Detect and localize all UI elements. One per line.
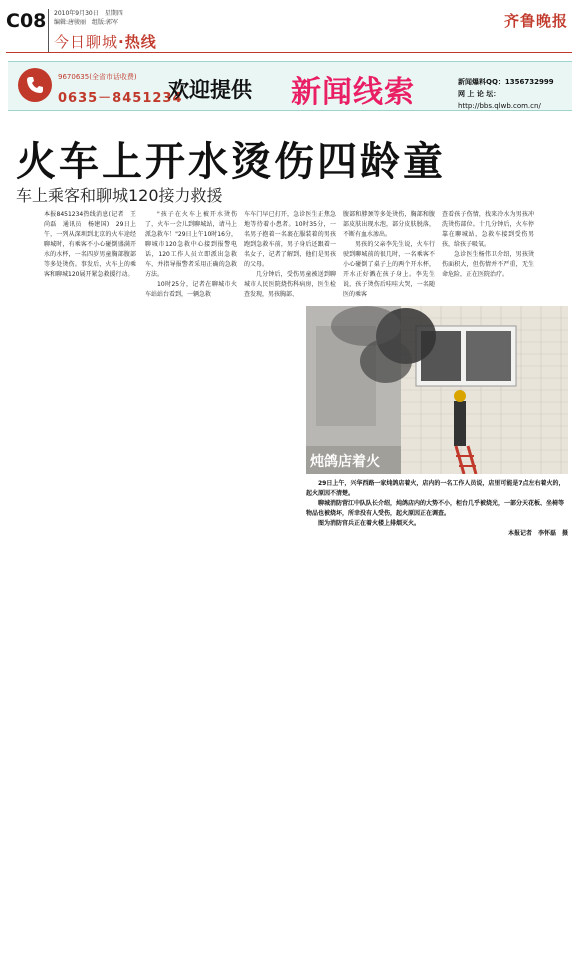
column-paragraph: 车车门早已打开，急诊医生正焦急地等待着小患者。10时35分，一名男子抱着一名裹在服装着的男孩跑到急救车前，男子身后还跟着一名女子，记者了解到，他们是男孩的父母。 <box>244 211 336 268</box>
forum-link[interactable]: http://bbs.qlwb.com.cn/ <box>458 102 541 110</box>
article-headline: 火车上开水烫伤四龄童 <box>16 139 446 185</box>
hotline-banner <box>8 61 572 111</box>
photo-title: 炖鸽店着火 <box>310 454 380 470</box>
article-subheadline: 车上乘客和聊城120接力救援 <box>16 186 223 205</box>
section-sub: ·热线 <box>118 33 157 51</box>
caption-paragraph: 图为消防官兵正在着火楼上排烟灭火。 <box>318 520 421 527</box>
editors-line: 编辑:唐骏丽 组版:郭军 <box>54 19 119 26</box>
header-meta <box>54 9 123 27</box>
caption-paragraph: 聊城消防营江中队队长介绍，炖鸽店内的大势不小，柜台几乎被烧光，一部分天花板、坐椅等物品也被烧坏，所幸没有人受伤，起火原因正在调查。 <box>306 500 565 517</box>
forum-label: 网 上 论 坛： <box>458 90 501 98</box>
qq-number: 1356732999 <box>504 78 554 86</box>
header-rule <box>6 52 572 53</box>
hotline-note: (全省市话收费) <box>89 73 137 81</box>
article-column-5 <box>442 210 534 280</box>
column-paragraph: 10时25分，记者在聊城市火车站站台看到，一辆急救 <box>145 281 237 298</box>
article-column-4 <box>343 210 435 300</box>
article-column-1 <box>44 210 136 280</box>
column-paragraph: 腹部和脖颈等多处烫伤，胸部和腹部皮肤出现水泡，部分皮肤脱落，不断有血水渗出。 <box>343 211 435 238</box>
phone-icon <box>18 68 52 102</box>
page-number: C08 <box>6 10 47 32</box>
newspaper-logo: 齐鲁晚报 <box>503 12 568 30</box>
section-title <box>54 31 157 52</box>
banner-news-clue: 新闻线索 <box>291 75 415 110</box>
hotline-phone: 0635－8451234 <box>58 91 183 106</box>
column-paragraph: "孩子在火车上被开水烫伤了，火车一会儿到聊城站，请马上派急救车！"29日上午10时16分，聊城市120急救中心接到报警电话，120工作人员立即派出急救车，并指导报警者采用正确的急救方法。 <box>145 211 237 278</box>
article-column-2 <box>145 210 237 300</box>
column-paragraph: 本报8451234热线消息(记者 王尚磊 通讯员 杨建国) 29日上午，一列从深圳到北京的火车途经聊城时，有乘客不小心碰倒盛满开水的水杯，一名四岁男童胸部腹部等多处烫伤。事发后，火车上的乘客和聊城120展开紧急救援行动。 <box>44 211 136 278</box>
fire-scene-illustration <box>306 306 568 474</box>
qq-label: 新闻爆料QQ： <box>458 78 505 86</box>
hotline-digits: 9670635 <box>58 73 90 81</box>
column-paragraph: 男孩的父亲李先生说，火车行驶到聊城前的很几时，一名乘客不小心碰倒了桌子上的两个开水杯，开水正好溅在孩子身上。李先生说，孩子烫伤后哇哇大哭，一名随医的乘客 <box>343 241 435 298</box>
hotline-number <box>58 69 137 82</box>
photo-credit: 本报记者 李怀磊 摄 <box>507 530 568 537</box>
header-divider <box>48 9 49 53</box>
caption-paragraph: 29日上午，兴华西路一家炖鸽店着火，店内的一名工作人员说，店里可能是7点左右着火的，起火原因不清楚。 <box>306 480 565 497</box>
banner-contact <box>458 76 572 112</box>
banner-welcome: 欢迎提供 <box>168 77 252 102</box>
column-paragraph: 急诊医生杨伟卫介绍，男孩烫伤面积大，但伤情并不严重，无生命危险，正在医院治疗。 <box>442 251 534 278</box>
column-paragraph: 查看孩子伤情，找来冷水为男孩冲洗烫伤部位。十几分钟后，火车停靠在聊城站，急救车接到受伤男孩，给孩子吸氧。 <box>442 211 534 248</box>
forum-line <box>458 88 572 112</box>
photo-caption <box>306 479 568 539</box>
article-column-3 <box>244 210 336 300</box>
news-photo <box>306 306 568 474</box>
date-line: 2010年9月30日 星期四 <box>54 10 123 17</box>
section-name: 今日聊城 <box>54 33 119 51</box>
qq-line <box>458 76 572 88</box>
column-paragraph: 几分钟后，受伤男童被送到聊城市人民医院烧伤科病房，医生检查发现，男孩胸部、 <box>244 271 336 298</box>
